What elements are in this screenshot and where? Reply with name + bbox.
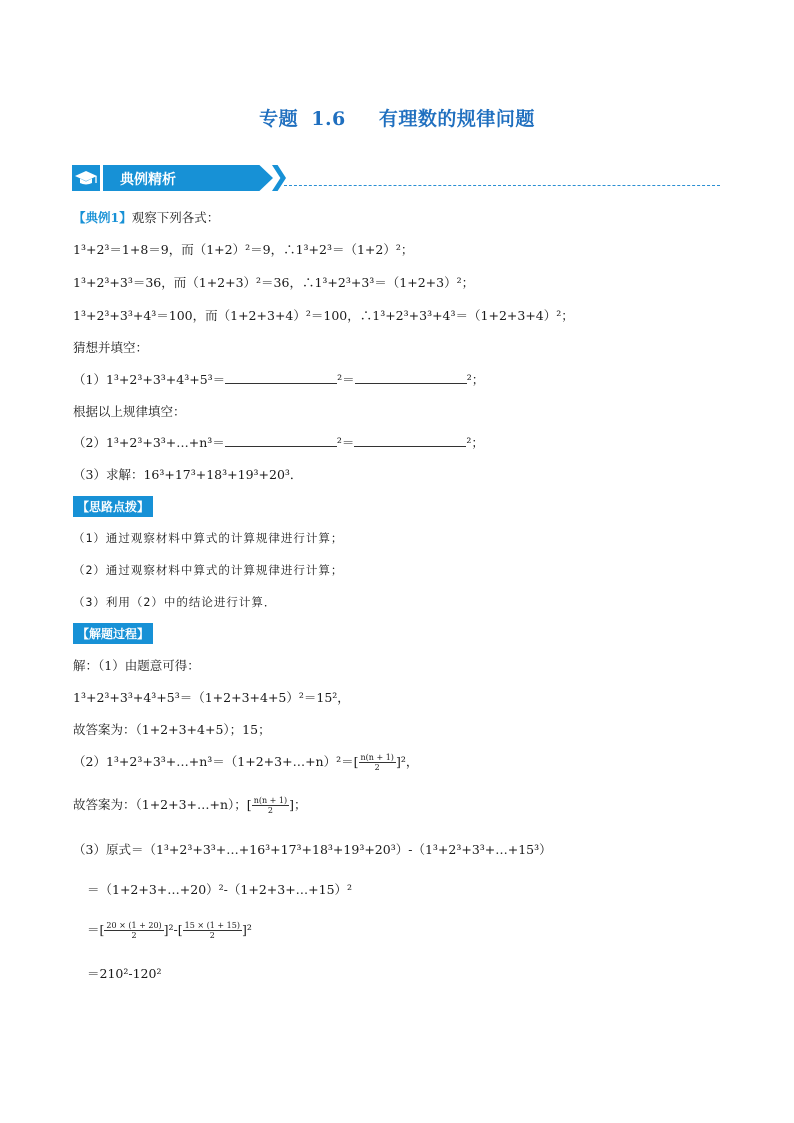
solution-step-9: ＝210²-120² bbox=[87, 966, 162, 981]
solution-step-8 bbox=[87, 920, 252, 940]
solution-step-4-end: ]²， bbox=[395, 754, 419, 769]
fraction-numerator: n(n + 1) bbox=[360, 753, 394, 762]
section-banner bbox=[72, 165, 720, 193]
solution-step-8-end: ]² bbox=[241, 922, 252, 937]
hint-2: （2）通过观察材料中算式的计算规律进行计算； bbox=[73, 563, 344, 577]
solution-step-7: ＝（1+2+3+…+20）²-（1+2+3+…+15）² bbox=[87, 882, 353, 897]
fraction bbox=[104, 921, 163, 940]
graduation-cap-icon bbox=[72, 165, 100, 191]
hint-heading bbox=[73, 496, 153, 517]
chevron-right-icon bbox=[272, 165, 286, 191]
solution-step-1: 解：（1）由题意可得： bbox=[73, 658, 200, 673]
answer-blank[interactable] bbox=[354, 434, 466, 447]
hint-1: （1）通过观察材料中算式的计算规律进行计算； bbox=[73, 531, 344, 545]
equation-1: 1³+2³＝1+8＝9，而（1+2）²＝9，∴1³+2³＝（1+2）²； bbox=[73, 242, 414, 257]
question-2-mid: ²＝ bbox=[336, 435, 355, 450]
solution-heading bbox=[73, 623, 153, 644]
solution-step-5 bbox=[73, 795, 307, 815]
page-title bbox=[0, 104, 794, 131]
question-3: （3）求解：16³+17³+18³+19³+20³． bbox=[73, 467, 303, 482]
fraction-numerator: 20 × (1 + 20) bbox=[106, 921, 162, 930]
solution-step-5-end: ]； bbox=[289, 797, 307, 812]
fraction bbox=[183, 921, 242, 940]
solution-step-5-text: 故答案为：（1+2+3+…+n）；[ bbox=[73, 797, 252, 812]
title-number: 1.6 bbox=[311, 108, 346, 130]
solution-step-8-open: ＝[ bbox=[87, 922, 105, 937]
solution-step-4-text: （2）1³+2³+3³+…+n³＝（1+2+3+…+n）²＝[ bbox=[73, 754, 359, 769]
fraction-denominator: 2 bbox=[209, 931, 215, 940]
question-1-end: ²； bbox=[466, 372, 485, 387]
hint-3: （3）利用（2）中的结论进行计算． bbox=[73, 595, 277, 609]
answer-blank[interactable] bbox=[225, 371, 337, 384]
question-1 bbox=[73, 370, 484, 388]
question-1-text: （1）1³+2³+3³+4³+5³＝ bbox=[73, 372, 226, 387]
example-tag: 【典例1】 bbox=[73, 210, 132, 225]
example-heading bbox=[73, 208, 219, 226]
solution-step-3: 故答案为：（1+2+3+4+5）；15； bbox=[73, 722, 271, 737]
title-topic: 有理数的规律问题 bbox=[378, 108, 535, 130]
question-1-mid: ²＝ bbox=[337, 372, 355, 387]
example-intro: 观察下列各式： bbox=[131, 210, 220, 225]
dashed-divider bbox=[284, 185, 720, 186]
question-2-end: ²； bbox=[466, 435, 484, 450]
answer-blank[interactable] bbox=[355, 371, 467, 384]
solution-tag: 【解题过程】 bbox=[73, 623, 153, 644]
fraction-denominator: 2 bbox=[374, 763, 380, 772]
guess-prompt: 猜想并填空： bbox=[73, 340, 149, 355]
title-main: 专题 bbox=[259, 108, 299, 130]
question-2 bbox=[73, 433, 484, 451]
fraction bbox=[359, 753, 396, 772]
rule-prompt: 根据以上规律填空： bbox=[73, 404, 186, 419]
solution-step-2: 1³+2³+3³+4³+5³＝（1+2+3+4+5）²＝15²， bbox=[73, 690, 350, 705]
fraction-denominator: 2 bbox=[267, 806, 273, 815]
fraction-denominator: 2 bbox=[131, 931, 137, 940]
solution-step-4 bbox=[73, 752, 418, 772]
fraction bbox=[252, 796, 289, 815]
equation-2: 1³+2³+3³＝36，而（1+2+3）²＝36，∴1³+2³+3³＝（1+2+3）²； bbox=[73, 275, 475, 290]
answer-blank[interactable] bbox=[225, 434, 337, 447]
solution-step-6: （3）原式＝（1³+2³+3³+…+16³+17³+18³+19³+20³）-（1³+2³+3³+…+15³） bbox=[73, 842, 552, 857]
fraction-numerator: 15 × (1 + 15) bbox=[184, 921, 240, 930]
hint-tag: 【思路点拨】 bbox=[73, 496, 153, 517]
fraction-numerator: n(n + 1) bbox=[253, 796, 288, 805]
banner-label: 典例精析 bbox=[120, 172, 176, 188]
solution-step-8-mid: ]²-[ bbox=[163, 922, 183, 937]
equation-3: 1³+2³+3³+4³＝100，而（1+2+3+4）²＝100，∴1³+2³+3³+4³＝（1+2+3+4）²； bbox=[73, 308, 574, 323]
question-2-text: （2）1³+2³+3³+…+n³＝ bbox=[73, 435, 225, 450]
